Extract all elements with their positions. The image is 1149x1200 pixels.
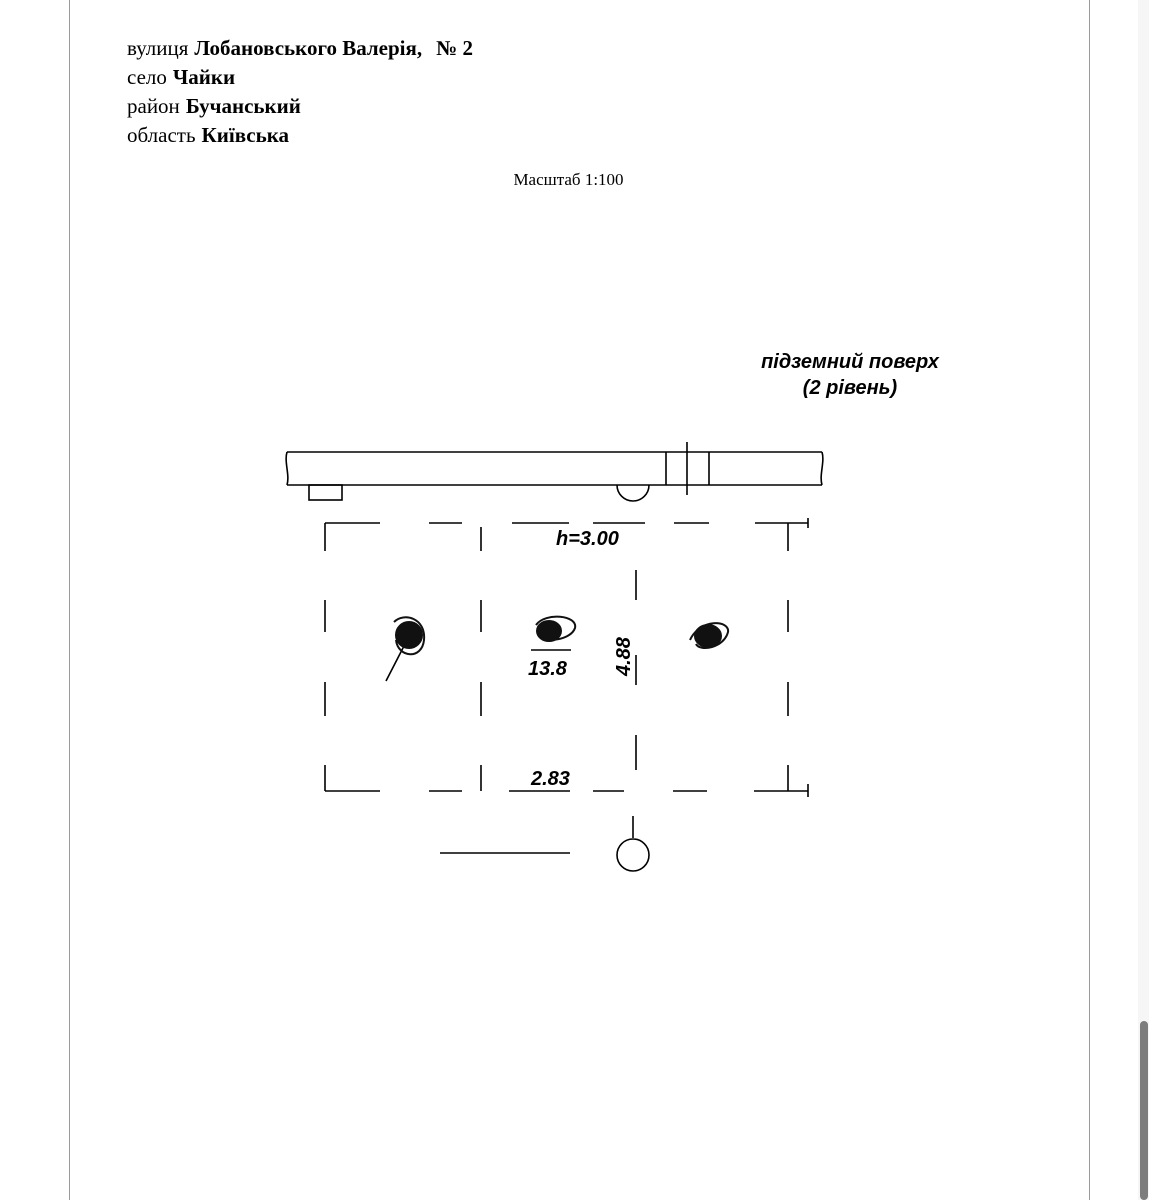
street-value: Лобановського Валерія, — [194, 36, 423, 60]
scrollbar-thumb[interactable] — [1140, 1021, 1148, 1200]
region-value: Київська — [201, 123, 290, 147]
scrollbar-track[interactable] — [1138, 0, 1149, 1200]
width-dimension: 2.83 — [531, 768, 570, 790]
redaction-scribble-left — [394, 617, 424, 654]
window-marks — [666, 442, 709, 495]
height-label: h=3.00 — [556, 528, 619, 550]
village-label: село — [127, 65, 167, 89]
village-value: Чайки — [172, 65, 236, 89]
floor-title-line2: (2 рівень) — [802, 377, 898, 399]
top-wall — [286, 452, 823, 485]
redaction-scribble-right — [690, 623, 728, 648]
scale-text: Масштаб 1:100 — [513, 170, 624, 189]
floor-title-line1: підземний поверх — [761, 351, 939, 373]
area-value: 13.8 — [528, 658, 567, 680]
wall-niche — [309, 485, 342, 500]
street-number: № 2 — [436, 36, 473, 60]
district-label: район — [127, 94, 180, 118]
street-label: вулиця — [127, 36, 189, 60]
side-dimension: 4.88 — [613, 637, 635, 676]
redaction-scribble-center — [536, 617, 575, 641]
wall-semicircle — [617, 485, 649, 501]
axis-circle — [617, 839, 649, 871]
district-value: Бучанський — [185, 94, 301, 118]
room-top-wall — [325, 518, 808, 528]
region-label: область — [127, 123, 196, 147]
